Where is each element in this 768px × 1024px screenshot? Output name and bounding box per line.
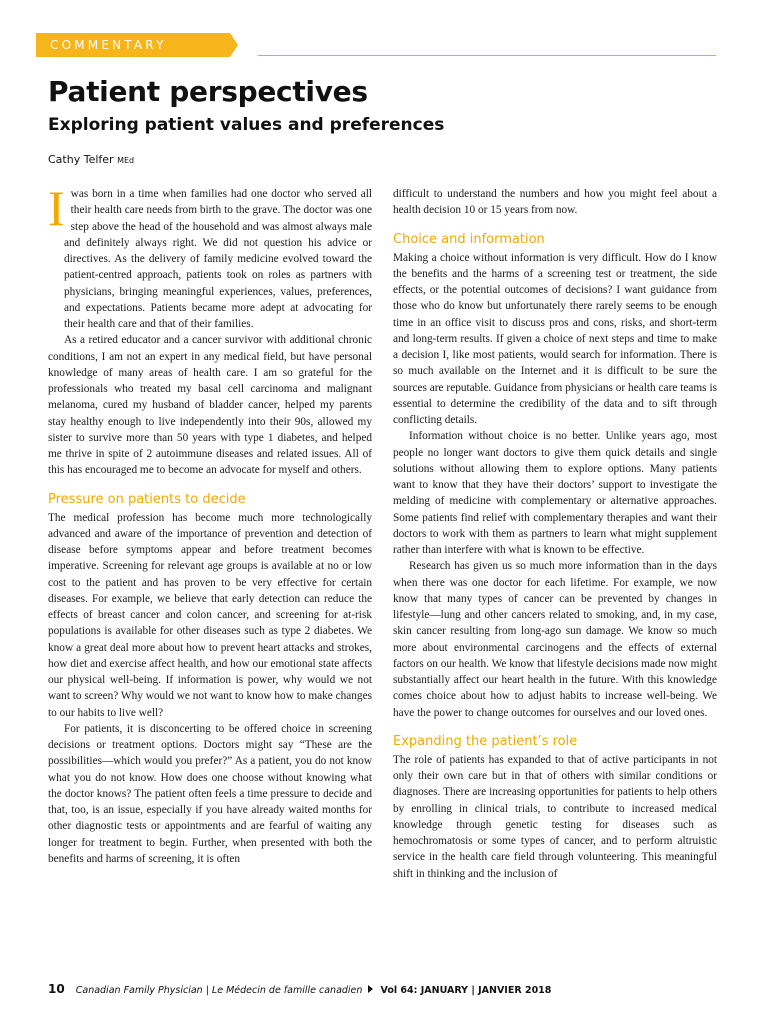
paragraph-6: Making a choice without information is very difficult. How do I know the benefits and the harms of a screening test or treatment, the side effects, or the potential outcomes of decisions? I want guidance from those who do know but unfortunately there rarely seems to be enough time in an office visit to discuss pros and cons, risks, and short-term and long-term results. If given a choice of next steps and time to make a decision I, like most patients, would search for information. There is so much available on the Internet and it is difficult to be sure the sources are reputable. Guidance from physicians or health care teams is essential to determine the credibility of the data and to sift through conflicting details. xyxy=(393,251,717,426)
left-column xyxy=(48,180,372,867)
heading-role: Expanding the patient’s role xyxy=(393,733,578,749)
paragraph-1-text: was born in a time when families had one doctor who served all their health care needs from birth to the grave. The doctor was one step above the head of the household and was almost always male and definitely always right. We did not question his advice or directives. As the delivery of family medicine evolved toward the patient-centred approach, patients took on roles as partners with physicians, bringing meaningful experiences, values, preferences, and expectations. Patients became more adept at advocating for their health care and that of their families. xyxy=(64,188,372,330)
paragraph-9: The role of patients has expanded to that of active participants in not only their own care but in that of others with similar conditions or diagnoses. There are increasing opportunities for patients to help others by enrolling in clinical trials, to contribute to increased medical knowledge through genetic testing for diseases such as hemochromatosis or some types of cancer, and to perform altruistic service in the health care field through volunteering. This meaningful shift in thinking and the inclusion of xyxy=(393,753,717,880)
paragraph-7: Information without choice is no better. Unlike years ago, most people no longer want doctors to give them quick details and single solutions without allowing them to explore options. Many patients want to know that they have their doctors’ support to investigate the melding of medicine with complementary or alternative approaches. Some patients find relief with complementary therapies and want their doctors to work with them as partners to learn what might supplement rather than interfere with what is known to be effective. xyxy=(393,430,717,556)
heading-pressure: Pressure on patients to decide xyxy=(48,491,246,507)
page-footer xyxy=(48,982,551,998)
heading-choice: Choice and information xyxy=(393,231,545,247)
arrow-right-icon xyxy=(368,985,373,993)
drop-cap: I xyxy=(48,180,65,236)
header-rule xyxy=(258,55,716,56)
article-subtitle: Exploring patient values and preferences xyxy=(48,115,445,135)
section-label: COMMENTARY xyxy=(50,38,167,52)
paragraph-2: As a retired educator and a cancer survivor with additional chronic conditions, I am not an expert in any medical field, but have personal knowledge of many areas of health care. I am so grateful for the professionals who treated my basal cell carcinoma and malignant melanoma, cured my husband of bladder cancer, helped my parents stay healthy enough to live independently into their 90s, allowed my sister to survive more than 50 years with type 1 diabetes, and helped me thrive in spite of 2 autoimmune diseases and related issues. All of this has encouraged me to become an advocate for myself and others. xyxy=(48,334,372,477)
right-column xyxy=(393,186,717,882)
author-credential: MEd xyxy=(117,156,135,165)
journal-name: Canadian Family Physician | Le Médecin de famille canadien xyxy=(75,985,363,996)
paragraph-3: The medical profession has become much more technologically advanced and aware of the importance of prevention and detection of disease before symptoms appear and before treatment becomes imperative. Screening for relevant age groups is available at no or low cost to the patient and has proven to be very effective for certain diseases. For example, we believe that early detection can reduce the effects of breast cancer and colon cancer, and screening for at-risk populations is available for other diseases such as type 2 diabetes. We know a great deal more about how to prevent heart attacks and strokes, how diet and exercise affect health, and how our emotional state affects our physical well-being. If information is power, why would we not want to screen? Why would we not want to know how to make changes to our habits to live well? xyxy=(48,511,372,719)
article-title: Patient perspectives xyxy=(48,75,368,108)
issue-info: Vol 64: JANUARY | JANVIER 2018 xyxy=(380,985,552,996)
paragraph-5: difficult to understand the numbers and how you might feel about a health decision 10 or 15 years from now. xyxy=(393,188,717,217)
author-byline xyxy=(48,153,134,168)
paragraph-1 xyxy=(48,180,372,332)
page-number: 10 xyxy=(48,982,65,996)
paragraph-4: For patients, it is disconcerting to be offered choice in screening decisions or treatment options. Doctors might say “These are the possibilities—which would you prefer?” As a patient, you do not know what you do not know. How does one choose without knowing what the doctor knows? The patient often feels a time pressure to decide and that, too, is an issue, especially if you have already waited months for other diagnostic tests or appointments and are fearful of waiting any longer for treatment to begin. Further, when presented with both the benefits and harms of screening, it is often xyxy=(48,722,372,865)
paragraph-8: Research has given us so much more information than in the days when there was one doctor for each lifetime. For example, we now know that many types of cancer can be prevented by changes in lifestyle—lung and other cancers related to smoking, and, in my case, skin cancer resulting from long-ago sun damage. We know so much more about environmental carcinogens and the effects of external factors on our health. We know that lifestyle decisions made now might substantially affect our heart health in the future. With this knowledge comes choice about how to adjust habits to increase well-being. We have the power to change outcomes for ourselves and our loved ones. xyxy=(393,560,717,719)
author-name: Cathy Telfer xyxy=(48,153,114,166)
